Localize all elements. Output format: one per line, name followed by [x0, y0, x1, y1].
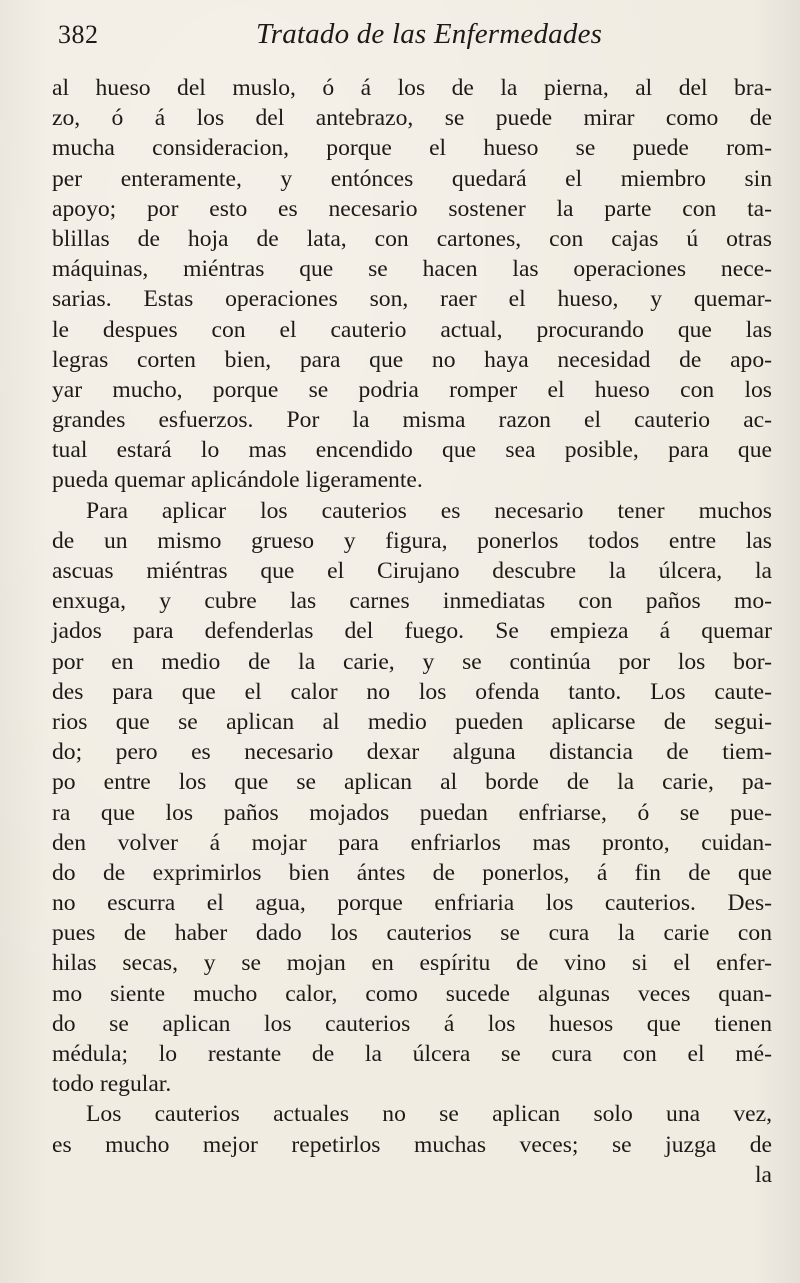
paragraph-start-line: Los cauterios actuales no se aplican solo una vez,: [86, 1101, 772, 1128]
text-line: de un mismo grueso y figura, ponerlos todos entre las: [52, 527, 772, 554]
text-line: zo, ó á los del antebrazo, se puede mirar como de: [52, 105, 772, 132]
text-line: mo siente mucho calor, como sucede algunas veces quan-: [52, 980, 772, 1007]
text-line: po entre los que se aplican al borde de la carie, pa-: [52, 769, 772, 796]
text-line: apoyo; por esto es necesario sostener la parte con ta-: [52, 195, 772, 222]
text-line: mucha consideracion, porque el hueso se puede rom-: [52, 135, 772, 162]
text-line: ascuas miéntras que el Cirujano descubre la úlcera, la: [52, 558, 772, 584]
text-line: per enteramente, y entónces quedará el miembro sin: [52, 165, 772, 192]
text-line: hilas secas, y se mojan en espíritu de vino si el enfer-: [52, 950, 772, 977]
page-number: 382: [58, 20, 99, 49]
text-line: por en medio de la carie, y se continúa por los bor-: [52, 648, 772, 675]
text-line: es mucho mejor repetirlos muchas veces; se juzga de: [52, 1131, 772, 1158]
text-line: pues de haber dado los cauterios se cura la carie con: [52, 920, 772, 947]
text-line: blillas de hoja de lata, con cartones, con cajas ú otras: [52, 225, 772, 252]
text-line: ra que los paños mojados puedan enfriarse, ó se pue-: [52, 799, 772, 826]
text-line: yar mucho, porque se podria romper el hueso con los: [52, 376, 772, 403]
text-line: do de exprimirlos bien ántes de ponerlos, á fin de que: [52, 859, 772, 886]
text-line: médula; lo restante de la úlcera se cura con el mé-: [52, 1041, 772, 1067]
text-line: des para que el calor no los ofenda tanto. Los caute-: [52, 678, 772, 705]
text-line: máquinas, miéntras que se hacen las operaciones nece-: [52, 256, 772, 283]
text-line: jados para defenderlas del fuego. Se empieza á quemar: [52, 618, 772, 645]
text-line: le despues con el cauterio actual, procurando que las: [52, 316, 772, 343]
text-line: tual estará lo mas encendido que sea posible, para que: [52, 437, 772, 464]
text-line: sarias. Estas operaciones son, raer el hueso, y quemar-: [52, 286, 772, 313]
catchword: la: [754, 1161, 772, 1188]
paragraph-start-line: Para aplicar los cauterios es necesario tener muchos: [86, 497, 772, 524]
body-text: [52, 73, 772, 1190]
text-line: enxuga, y cubre las carnes inmediatas con paños mo-: [52, 588, 772, 615]
text-line: pueda quemar aplicándole ligeramente.: [52, 467, 423, 494]
text-line: legras corten bien, para que no haya necesidad de apo-: [52, 346, 772, 373]
text-line: do se aplican los cauterios á los huesos que tienen: [52, 1010, 772, 1037]
text-line: den volver á mojar para enfriarlos mas pronto, cuidan-: [52, 829, 772, 856]
text-line: no escurra el agua, porque enfriaria los cauterios. Des-: [52, 890, 772, 917]
page-header: [58, 18, 758, 58]
text-line: todo regular.: [52, 1071, 172, 1098]
text-line: al hueso del muslo, ó á los de la pierna, al del bra-: [52, 75, 772, 101]
text-line: grandes esfuerzos. Por la misma razon el cauterio ac-: [52, 407, 772, 434]
running-title: Tratado de las Enfermedades: [256, 18, 603, 50]
text-line: do; pero es necesario dexar alguna distancia de tiem-: [52, 739, 772, 766]
text-line: rios que se aplican al medio pueden aplicarse de segui-: [52, 708, 772, 735]
